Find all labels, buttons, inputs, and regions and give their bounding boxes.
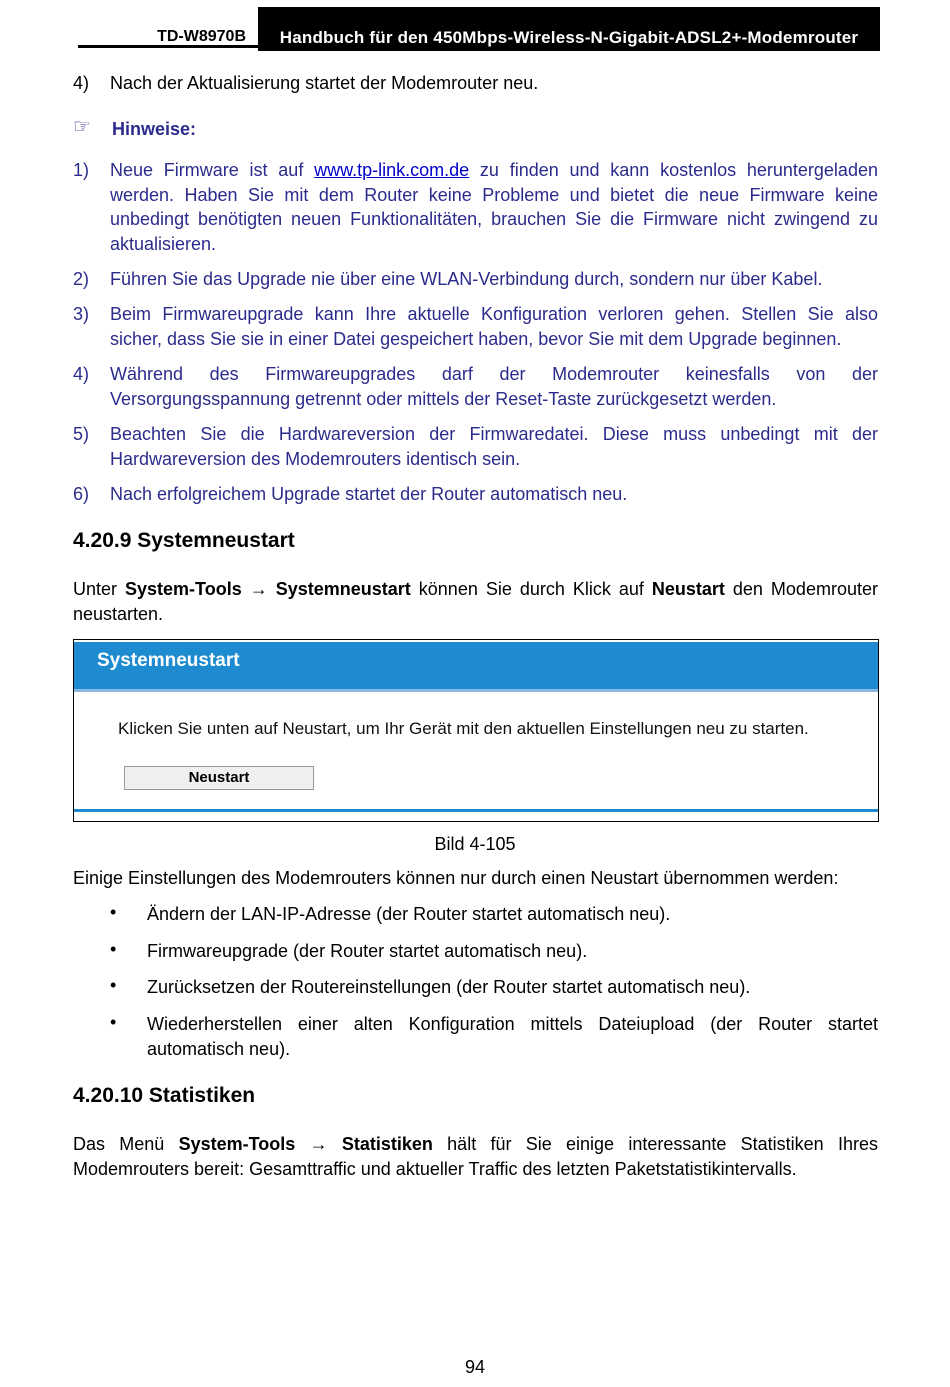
s2-text-a: Das Menü <box>73 1134 165 1154</box>
s1-text-e: können Sie durch Klick auf <box>418 579 644 599</box>
header-model: TD-W8970B <box>78 26 258 48</box>
hint-3-line-2: sicher, dass Sie sie in einer Datei gespeichert haben, bevor Sie mit dem Upgrade beginnen. <box>110 329 842 349</box>
hint-1-line-4: aktualisieren. <box>110 234 217 254</box>
hint-4-num: 4) <box>73 364 90 384</box>
section-heading-systemneustart: 4.20.9 Systemneustart <box>73 529 295 552</box>
bullet-icon: • <box>110 975 117 995</box>
arrow-icon: → <box>249 579 268 599</box>
hint-1-num: 1) <box>73 160 90 180</box>
s2-menu-system-tools: System-Tools <box>178 1134 296 1154</box>
hint-6-text: Nach erfolgreichem Upgrade startet der Router automatisch neu. <box>110 484 628 504</box>
s1-menu-system-tools: System-Tools <box>125 579 242 599</box>
hint-1-line-3: unbedingt benötigten neuen Funktionalitäten, brauchen Sie die Firmware nicht zwingend zu <box>110 209 878 229</box>
intro-step-num: 4) <box>73 73 90 93</box>
hint-2-text: Führen Sie das Upgrade nie über eine WLAN-Verbindung durch, sondern nur über Kabel. <box>110 269 823 289</box>
hint-4-line-2: Versorgungsspannung getrennt oder mittels der Reset-Taste zurückgesetzt werden. <box>110 389 777 409</box>
bullet-item-2: Firmwareupgrade (der Router startet automatisch neu). <box>147 941 588 961</box>
hint-5-line-2: Hardwareversion des Modemrouters identisch sein. <box>110 449 521 469</box>
figure-caption: Bild 4-105 <box>434 834 516 854</box>
bullet-item-1: Ändern der LAN-IP-Adresse (der Router startet automatisch neu). <box>147 904 671 924</box>
hint-3-num: 3) <box>73 304 90 324</box>
intro-step-text: Nach der Aktualisierung startet der Modemrouter neu. <box>110 73 539 93</box>
systemneustart-screenshot <box>73 639 879 822</box>
s1-neustart: Neustart <box>651 579 725 599</box>
bullet-item-3: Zurücksetzen der Routereinstellungen (der Router startet automatisch neu). <box>147 977 751 997</box>
hint-5-line-1: Beachten Sie die Hardwareversion der Firmwaredatei. Diese muss unbedingt mit der <box>110 424 878 444</box>
header-title-text: Handbuch für den 450Mbps-Wireless-N-Gigabit-ADSL2+-Modemrouter <box>279 28 859 47</box>
hint-4-line-1: Während des Firmwareupgrades darf der Modemrouter keinesfalls von der <box>110 364 878 384</box>
arrow-icon: → <box>309 1134 328 1154</box>
section1-paragraph-line-2: neustarten. <box>73 604 164 624</box>
s1-text-a: Unter <box>73 579 118 599</box>
bullet-icon: • <box>110 939 117 959</box>
pointing-hand-icon: ☞ <box>73 116 91 138</box>
hints-label: Hinweise: <box>112 119 197 139</box>
s2-menu-statistiken: Statistiken <box>341 1134 433 1154</box>
hint-1-text-b: zu finden und kann kostenlos heruntergeladen <box>479 160 878 180</box>
section1-paragraph-line-1 <box>73 577 878 602</box>
list-intro: Einige Einstellungen des Modemrouters können nur durch einen Neustart übernommen werden: <box>73 868 839 888</box>
bullet-icon: • <box>110 902 117 922</box>
panel-header <box>74 642 878 692</box>
s2-text-e: hält für Sie einige interessante Statistiken Ihres <box>447 1134 878 1154</box>
section2-paragraph-line-2: Modemrouters bereit: Gesamttraffic und aktueller Traffic des letzten Paketstatistikintervalls. <box>73 1159 797 1179</box>
tplink-link[interactable]: www.tp-link.com.de <box>314 160 470 180</box>
bullet-item-4-line-1: Wiederherstellen einer alten Konfiguration mittels Dateiupload (der Router startet <box>147 1014 878 1034</box>
section2-paragraph-line-1 <box>73 1132 878 1157</box>
hint-3-line-1: Beim Firmwareupgrade kann Ihre aktuelle Konfiguration verloren gehen. Stellen Sie also <box>110 304 878 324</box>
header-title <box>258 7 880 51</box>
s1-menu-systemneustart: Systemneustart <box>275 579 411 599</box>
hint-5-num: 5) <box>73 424 90 444</box>
s1-text-g: den Modemrouter <box>732 579 878 599</box>
bullet-item-4-line-2: automatisch neu). <box>147 1039 291 1059</box>
panel-title: Systemneustart <box>97 650 240 671</box>
panel-instruction: Klicken Sie unten auf Neustart, um Ihr Gerät mit den aktuellen Einstellungen neu zu starten. <box>118 719 809 738</box>
page-number: 94 <box>464 1357 486 1377</box>
hint-1-line-2: werden. Haben Sie mit dem Router keine Probleme und bietet die neue Firmware keine <box>110 185 878 205</box>
panel-footer-bar <box>74 809 878 812</box>
hint-1-line-1 <box>110 158 878 183</box>
hint-6-num: 6) <box>73 484 90 504</box>
neustart-button[interactable]: Neustart <box>124 766 314 790</box>
bullet-icon: • <box>110 1012 117 1032</box>
hint-1-text-a: Neue Firmware ist auf <box>110 160 304 180</box>
hint-2-num: 2) <box>73 269 90 289</box>
section-heading-statistiken: 4.20.10 Statistiken <box>73 1084 256 1107</box>
